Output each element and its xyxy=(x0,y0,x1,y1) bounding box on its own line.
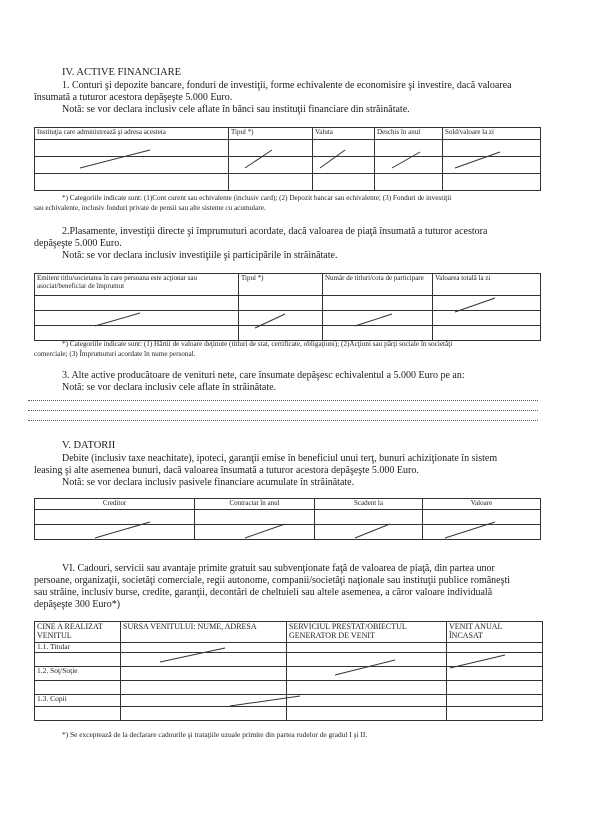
section-v-p-line1: Debite (inclusiv taxe neachitate), ipoteci, garanţii emise în beneficiul unui terţ, bunuri achiziţionate în sistem xyxy=(62,453,498,464)
section-v-note: Notă: se vor declara inclusiv pasivele financiare acumulate în străinătate. xyxy=(62,477,355,488)
section-iv-p2-line2: depăşeşte 5.000 Euro. xyxy=(34,238,122,249)
section-iv-note2: Notă: se vor declara inclusiv investiţiile şi participările în străinătate. xyxy=(62,250,338,261)
section-iv-p1-line2: însumată a tuturor acestora depăşeşte 5.000 Euro. xyxy=(34,92,233,103)
col-header-who xyxy=(35,622,121,643)
section-iv-p1-line1: 1. Conturi şi depozite bancare, fonduri de investiţii, forme echivalente de economisire şi investire, dacă valoarea xyxy=(62,80,512,91)
table-header-row xyxy=(35,274,541,296)
col-header-creditor: Creditor xyxy=(35,499,195,510)
col-header-issuer: Emitent titlu/societatea în care persoana este acţionar sau asociat/beneficiar de împrumut xyxy=(35,274,239,296)
table-row xyxy=(35,510,541,525)
footnote1-line2: sau echivalente, inclusiv fonduri private de pensii sau alte sisteme cu acumulare. xyxy=(34,204,266,212)
gifts-table xyxy=(34,621,543,721)
section-iv-p2-line1: 2.Plasamente, investiţii directe şi împrumuturi acordate, dacă valoarea de piaţă însumată a tuturor acestora xyxy=(62,226,488,237)
dotted-line xyxy=(28,420,538,421)
table-row xyxy=(35,157,541,174)
col-header-income xyxy=(447,622,543,643)
investments-table xyxy=(34,273,541,341)
section-vi-p-line2: persoane, organizaţii, societăţi comerciale, regii autonome, companii/societăţi naţionale sau instituţii publice româneşti xyxy=(34,575,511,586)
col-header-balance: Sold/valoare la zi xyxy=(443,128,541,140)
col-header-source: SURSA VENITULUI: NUME, ADRESA xyxy=(121,622,287,643)
table-header-row xyxy=(35,128,541,140)
col-header-service-line1: SERVICIUL PRESTAT/OBIECTUL xyxy=(289,622,407,631)
table-row xyxy=(35,311,541,326)
col-header-who-line2: VENITUL xyxy=(37,631,72,640)
table-row xyxy=(35,653,543,667)
table-row xyxy=(35,140,541,157)
section-vi-p-line4: depăşeşte 300 Euro*) xyxy=(34,599,121,610)
section-iv-p3: 3. Alte active producătoare de venituri nete, care însumate depăşesc echivalentul a 5.000 Euro pe an: xyxy=(62,370,465,381)
col-header-value: Valoare xyxy=(423,499,541,510)
col-header-share-count: Număr de titluri/cota de participare xyxy=(323,274,433,296)
table-row xyxy=(35,326,541,341)
col-header-currency: Valuta xyxy=(313,128,375,140)
table-row xyxy=(35,707,543,721)
row-label-spouse: 1.2. Soţ/Soţie xyxy=(35,667,121,681)
section-vi-footnote: *) Se exceptează de la declarare cadourile şi trataţiile uzuale primite din partea rudelor de gradul I şi II. xyxy=(62,730,368,739)
dotted-line xyxy=(28,400,538,401)
col-header-total-value: Valoarea totală la zi xyxy=(433,274,541,296)
table-row xyxy=(35,643,543,653)
row-label-holder: 1.1. Titular xyxy=(35,643,121,653)
col-header-contracted-year: Contractat în anul xyxy=(195,499,315,510)
col-header-type: Tipul *) xyxy=(229,128,313,140)
row-label-children: 1.3. Copii xyxy=(35,695,121,707)
section-v-heading: V. DATORII xyxy=(62,440,116,451)
section-v-p-line2: leasing şi alte asemenea bunuri, dacă valoarea însumată a tuturor acestora depăşeşte 5.000 Euro. xyxy=(34,465,419,476)
col-header-income-line1: VENIT ANUAL xyxy=(449,622,503,631)
table-header-row xyxy=(35,622,543,643)
section-iv-note1: Notă: se vor declara inclusiv cele aflate în bănci sau instituţii financiare din străinătate. xyxy=(62,104,410,115)
section-iv-note3: Notă: se vor declara inclusiv cele aflate în străinătate. xyxy=(62,382,277,393)
col-header-who-line1: CINE A REALIZAT xyxy=(37,622,103,631)
col-header-due-date: Scadent la xyxy=(315,499,423,510)
table-header-row xyxy=(35,499,541,510)
section-vi-p-line1: VI. Cadouri, servicii sau avantaje primite gratuit sau subvenţionate faţă de valoarea de piaţă, din partea unor xyxy=(62,563,495,574)
col-header-type: Tipul *) xyxy=(239,274,323,296)
col-header-institution: Instituţia care administrează şi adresa acesteia xyxy=(35,128,229,140)
table-row xyxy=(35,695,543,707)
footnote2-line1: *) Categoriile indicate sunt: (1) Hârtii de valoare deţinute (titluri de stat, certificate, obligaţiuni); (2)Acţiuni sau părţi sociale în societăţi xyxy=(62,340,453,348)
accounts-table xyxy=(34,127,541,191)
col-header-income-line2: ÎNCASAT xyxy=(449,631,483,640)
footnote1-line1: *) Categoriile indicate sunt: (1)Cont curent sau echivalente (inclusiv card); (2) Depozit bancar sau echivalente; (3) Fonduri de investiţii xyxy=(62,194,452,202)
dotted-line xyxy=(28,410,538,411)
section-vi-p-line3: sau străine, inclusiv burse, credite, garanţii, decontări de cheltuieli sau altele asemenea, a căror valoare individuală xyxy=(34,587,493,598)
table-row xyxy=(35,681,543,695)
col-header-service xyxy=(287,622,447,643)
table-row xyxy=(35,174,541,191)
footnote2-line2: comerciale; (3) Împrumuturi acordate în nume personal. xyxy=(34,350,196,358)
table-row xyxy=(35,525,541,540)
section-iv-heading: IV. ACTIVE FINANCIARE xyxy=(62,67,182,78)
debts-table xyxy=(34,498,541,540)
table-row xyxy=(35,296,541,311)
col-header-opened-year: Deschis în anul xyxy=(375,128,443,140)
table-row xyxy=(35,667,543,681)
col-header-service-line2: GENERATOR DE VENIT xyxy=(289,631,375,640)
